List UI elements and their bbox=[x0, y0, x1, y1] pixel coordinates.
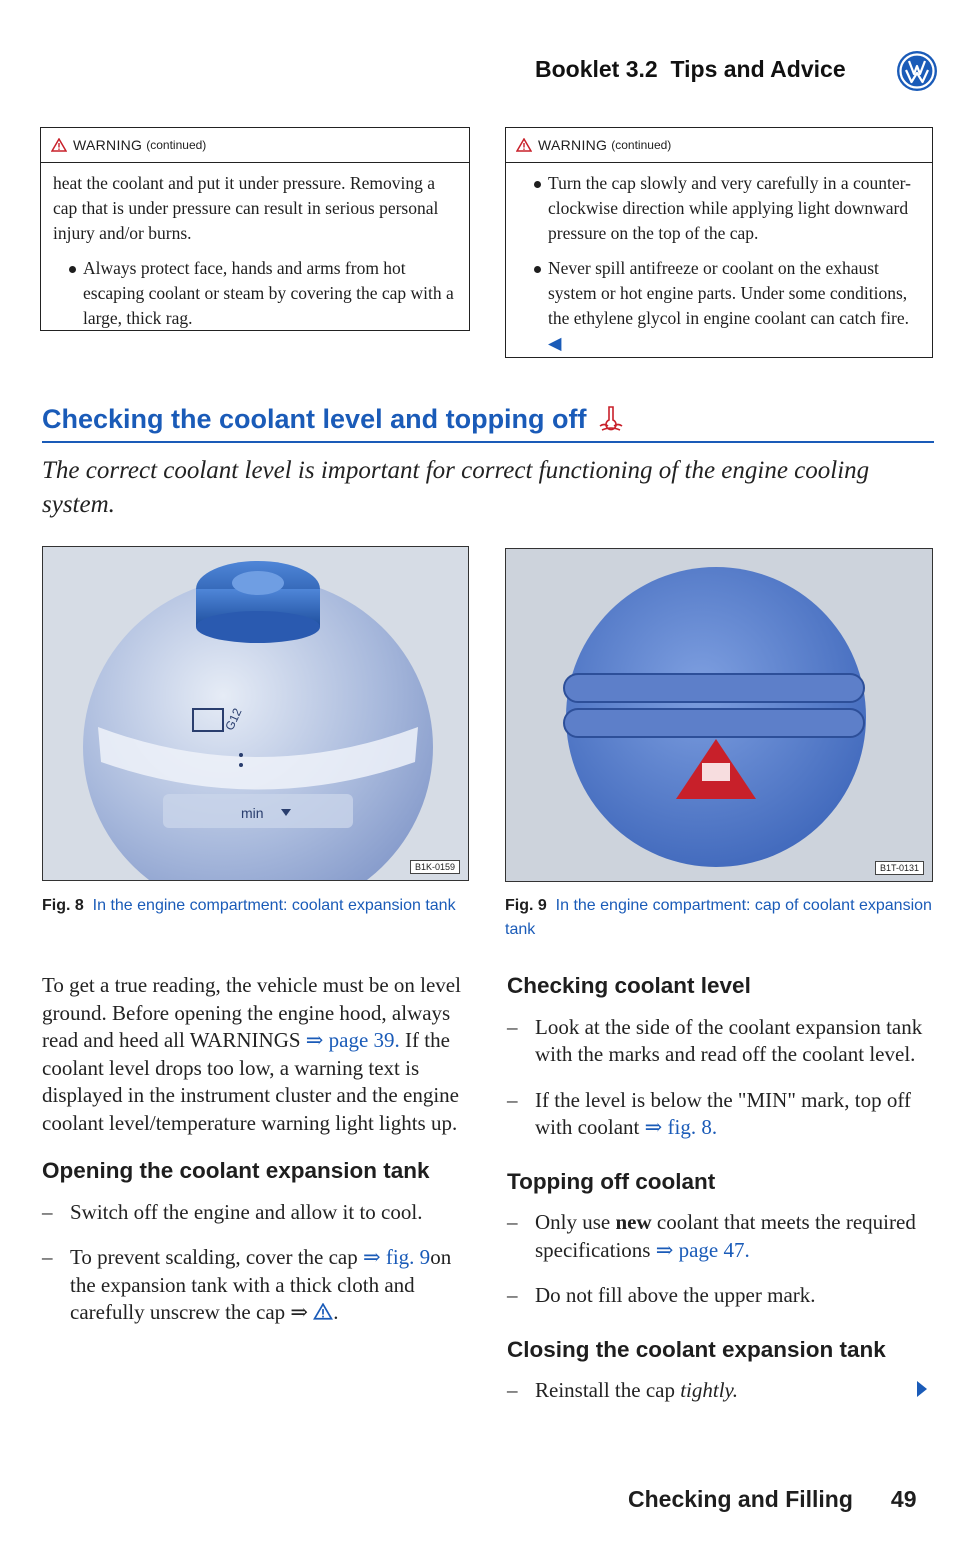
subheading: Checking coolant level bbox=[507, 973, 751, 998]
step-item: – To prevent scalding, cover the cap ⇒ fig. 9on the expansion tank with a thick cloth and carefully unscrew the cap ⇒ . bbox=[42, 1244, 470, 1327]
warning-qualifier: (continued) bbox=[611, 138, 672, 152]
page-39-link[interactable]: ⇒ page 39. bbox=[305, 1028, 400, 1052]
end-marker-icon: ◀ bbox=[548, 333, 562, 353]
body-text: To prevent scalding, cover the cap bbox=[70, 1245, 363, 1269]
warning-qualifier: (continued) bbox=[146, 138, 207, 152]
page-number: 49 bbox=[890, 1486, 917, 1512]
right-column bbox=[507, 972, 933, 1417]
section-intro: The correct coolant level is important for correct functioning of the engine cooling system. bbox=[42, 457, 870, 518]
body-text: on the expansion tank with a thick cloth and carefully unscrew the cap bbox=[70, 1245, 452, 1324]
tank-cap-illustration bbox=[506, 549, 933, 882]
step-item bbox=[507, 1377, 933, 1405]
warning-box-left bbox=[40, 127, 470, 331]
warning-bullet-text: Never spill antifreeze or coolant on the exhaust system or hot engine parts. Under some conditions, the ethylene glycol in engine coolant can catch fire. bbox=[548, 258, 910, 328]
warning-label: WARNING bbox=[538, 137, 608, 153]
warning-bullet bbox=[518, 256, 920, 356]
left-column bbox=[42, 972, 470, 1339]
warning-box-right bbox=[505, 127, 933, 358]
coolant-tank-illustration bbox=[43, 547, 469, 881]
section-title-text: Checking the coolant level and topping off bbox=[42, 404, 587, 434]
fig-9-link[interactable]: ⇒ fig. 9 bbox=[363, 1245, 431, 1269]
body-text: coolant that meets the required specifications bbox=[535, 1210, 916, 1262]
running-header bbox=[535, 56, 846, 83]
warning-body bbox=[506, 163, 932, 372]
tank-min-mark: min bbox=[241, 805, 264, 821]
continue-arrow-icon bbox=[917, 1381, 927, 1397]
figure-caption bbox=[42, 894, 470, 918]
warning-label: WARNING bbox=[73, 137, 143, 153]
step-item bbox=[507, 1209, 933, 1264]
warning-header bbox=[506, 128, 932, 163]
step-item: – Do not fill above the upper mark. bbox=[507, 1282, 933, 1310]
figure-number: Fig. 8 bbox=[42, 897, 84, 914]
fig-8-link[interactable]: ⇒ fig. 8. bbox=[644, 1115, 718, 1139]
header-section: Tips and Advice bbox=[670, 56, 846, 82]
chapter-title: Checking and Filling bbox=[628, 1486, 853, 1512]
figure-code: B1T-0131 bbox=[875, 861, 924, 875]
section-divider bbox=[42, 441, 934, 443]
emphasis-tightly: tightly. bbox=[680, 1378, 738, 1402]
page-footer bbox=[628, 1486, 917, 1513]
subheading: Closing the coolant expansion tank bbox=[507, 1336, 886, 1362]
warning-bullet: Turn the cap slowly and very carefully in a counter-clockwise direction while applying light downward pressure on the top of the cap. bbox=[518, 171, 920, 246]
body-paragraph bbox=[42, 972, 470, 1137]
warning-triangle-icon bbox=[516, 138, 532, 152]
body-text: If the coolant level drops too low, a warning text is displayed in the instrument cluster and the engine coolant level/temperature warning light lights up. bbox=[42, 1028, 459, 1135]
warning-header bbox=[41, 128, 469, 163]
warning-triangle-icon[interactable] bbox=[313, 1303, 333, 1320]
emphasis-new: new bbox=[615, 1210, 652, 1234]
warning-triangle-icon bbox=[51, 138, 67, 152]
body-text: To get a true reading, the vehicle must be on level ground. Before opening the engine hood, always read and heed all WARNINGS bbox=[42, 973, 461, 1052]
figure-caption bbox=[505, 894, 933, 942]
figure-caption-text: In the engine compartment: cap of coolant expansion tank bbox=[505, 897, 932, 938]
body-text: ⇒ bbox=[290, 1300, 314, 1324]
step-item: – Switch off the engine and allow it to cool. bbox=[42, 1199, 470, 1227]
warning-paragraph: heat the coolant and put it under pressure. Removing a cap that is under pressure can result in serious personal injury and/or burns. bbox=[53, 173, 439, 243]
page-47-link[interactable]: ⇒ page 47. bbox=[655, 1237, 750, 1262]
vw-logo-icon bbox=[896, 50, 938, 92]
warning-body bbox=[41, 163, 469, 347]
section-title bbox=[42, 404, 624, 435]
body-text: Reinstall the cap bbox=[535, 1378, 681, 1402]
figure-tank-cap bbox=[505, 548, 933, 882]
figure-number: Fig. 9 bbox=[505, 897, 547, 914]
body-text: If the level is below the "MIN" mark, top off with coolant bbox=[535, 1087, 912, 1139]
figure-code: B1K-0159 bbox=[410, 860, 460, 874]
subheading: Topping off coolant bbox=[507, 1168, 716, 1194]
figure-caption-text: In the engine compartment: coolant expansion tank bbox=[92, 897, 456, 914]
coolant-thermometer-icon bbox=[598, 404, 624, 432]
subheading: Opening the coolant expansion tank bbox=[42, 1158, 430, 1183]
step-item: – Look at the side of the coolant expansion tank with the marks and read off the coolant level. bbox=[507, 1014, 933, 1069]
booklet-label: Booklet 3.2 bbox=[535, 56, 658, 82]
step-item bbox=[507, 1087, 933, 1142]
figure-coolant-tank bbox=[42, 546, 469, 881]
warning-bullet: Always protect face, hands and arms from hot escaping coolant or steam by covering the cap with a large, thick rag. bbox=[53, 256, 457, 331]
coolant-spec-label: G12 bbox=[222, 706, 245, 733]
body-text: Only use bbox=[535, 1210, 616, 1234]
